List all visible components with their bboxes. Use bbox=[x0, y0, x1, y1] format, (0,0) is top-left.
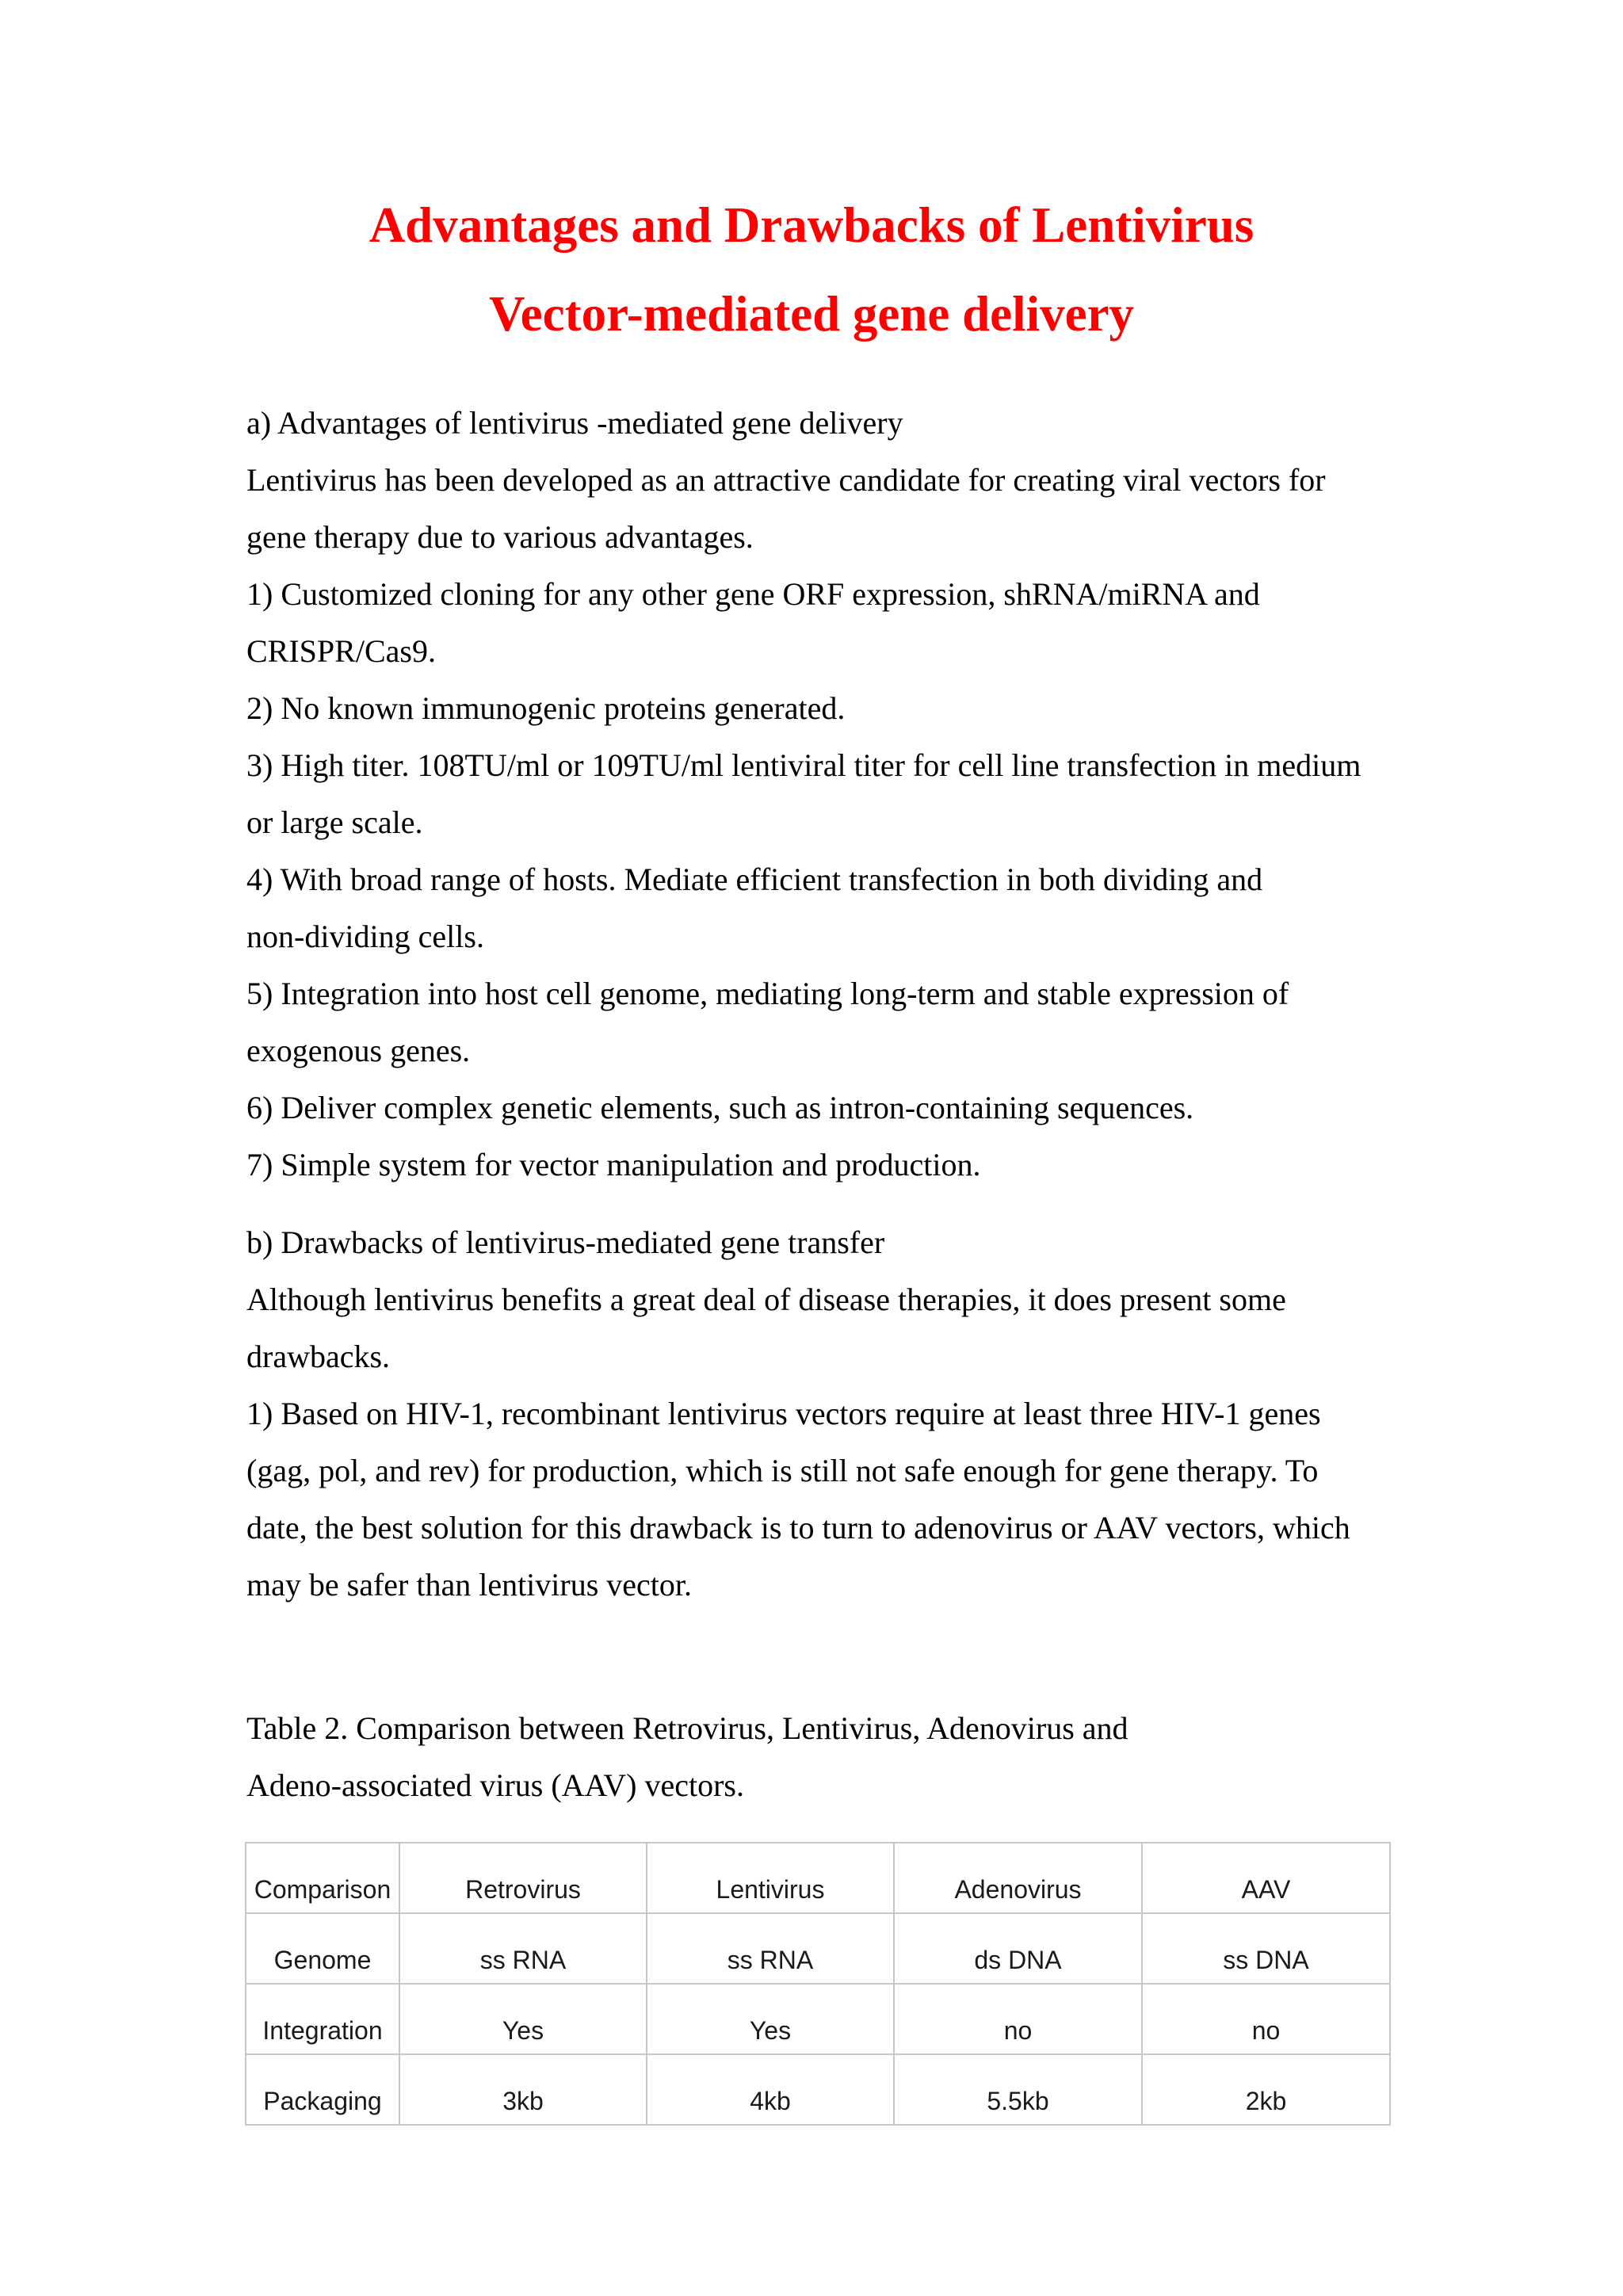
table-cell: no bbox=[1142, 1984, 1390, 2054]
list-item: 5) Integration into host cell genome, mediating long-term and stable expression of bbox=[246, 976, 1289, 1011]
drawbacks-heading: b) Drawbacks of lentivirus-mediated gene transfer bbox=[246, 1224, 885, 1260]
paragraph-line: gene therapy due to various advantages. bbox=[246, 519, 754, 555]
paragraph-line: drawbacks. bbox=[246, 1339, 391, 1374]
table-cell: AAV bbox=[1142, 1843, 1390, 1913]
table-cell: Retrovirus bbox=[399, 1843, 647, 1913]
table-cell: 5.5kb bbox=[894, 2054, 1142, 2125]
table-cell: Yes bbox=[399, 1984, 647, 2054]
document-body bbox=[246, 395, 1411, 1614]
table-cell: 3kb bbox=[399, 2054, 647, 2125]
table-cell: Adenovirus bbox=[894, 1843, 1142, 1913]
table-cell: 2kb bbox=[1142, 2054, 1390, 2125]
table-cell: ss RNA bbox=[647, 1913, 894, 1984]
list-item-continuation: non-dividing cells. bbox=[246, 919, 484, 954]
advantages-heading: a) Advantages of lentivirus -mediated gene delivery bbox=[246, 405, 903, 441]
table-row bbox=[246, 1984, 1390, 2054]
table-cell: Yes bbox=[647, 1984, 894, 2054]
list-item: 3) High titer. 108TU/ml or 109TU/ml lentiviral titer for cell line transfection in medium bbox=[246, 747, 1361, 783]
table-caption-line-2: Adeno-associated virus (AAV) vectors. bbox=[246, 1767, 744, 1803]
list-item-continuation: (gag, pol, and rev) for production, which is still not safe enough for gene therapy. To bbox=[246, 1453, 1319, 1488]
table-caption bbox=[246, 1700, 1128, 1814]
list-item: 7) Simple system for vector manipulation and production. bbox=[246, 1147, 981, 1182]
table-cell: 4kb bbox=[647, 2054, 894, 2125]
table-row bbox=[246, 2054, 1390, 2125]
table-cell: ds DNA bbox=[894, 1913, 1142, 1984]
table-cell: ss RNA bbox=[399, 1913, 647, 1984]
paragraph-line: Although lentivirus benefits a great deal of disease therapies, it does present some bbox=[246, 1282, 1286, 1317]
table-cell: Packaging bbox=[246, 2054, 399, 2125]
list-item-continuation: may be safer than lentivirus vector. bbox=[246, 1567, 693, 1603]
table-row bbox=[246, 1913, 1390, 1984]
table-cell: Comparison bbox=[246, 1843, 399, 1913]
list-item-continuation: date, the best solution for this drawback is to turn to adenovirus or AAV vectors, which bbox=[246, 1510, 1350, 1545]
table-cell: Lentivirus bbox=[647, 1843, 894, 1913]
list-item: 6) Deliver complex genetic elements, such as intron-containing sequences. bbox=[246, 1090, 1194, 1125]
comparison-table bbox=[245, 1842, 1391, 2126]
page-title-line-1: Advantages and Drawbacks of Lentivirus bbox=[369, 197, 1254, 253]
table-cell: Integration bbox=[246, 1984, 399, 2054]
list-item-continuation: exogenous genes. bbox=[246, 1033, 471, 1068]
paragraph-line: Lentivirus has been developed as an attractive candidate for creating viral vectors for bbox=[246, 462, 1326, 498]
list-item: 4) With broad range of hosts. Mediate efficient transfection in both dividing and bbox=[246, 861, 1263, 897]
list-item: 1) Customized cloning for any other gene ORF expression, shRNA/miRNA and bbox=[246, 576, 1260, 612]
advantages-section bbox=[246, 395, 1411, 1194]
list-item-continuation: CRISPR/Cas9. bbox=[246, 633, 436, 669]
list-item: 1) Based on HIV-1, recombinant lentivirus vectors require at least three HIV-1 genes bbox=[246, 1396, 1321, 1431]
drawbacks-section bbox=[246, 1214, 1411, 1614]
table-caption-line-1: Table 2. Comparison between Retrovirus, Lentivirus, Adenovirus and bbox=[246, 1710, 1128, 1746]
list-item: 2) No known immunogenic proteins generated. bbox=[246, 690, 846, 726]
table-cell: Genome bbox=[246, 1913, 399, 1984]
table-cell: no bbox=[894, 1984, 1142, 2054]
table-cell: ss DNA bbox=[1142, 1913, 1390, 1984]
list-item-continuation: or large scale. bbox=[246, 804, 423, 840]
table-header-row bbox=[246, 1843, 1390, 1913]
page-title-line-2: Vector-mediated gene delivery bbox=[488, 286, 1135, 342]
